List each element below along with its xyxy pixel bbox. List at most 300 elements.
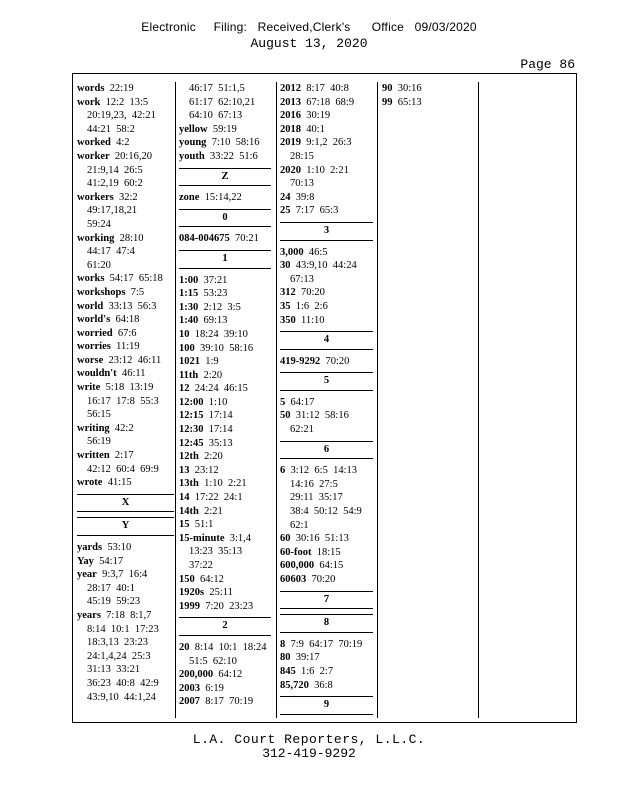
index-refs-continued: 20:19,23, 42:21 [87, 110, 156, 122]
index-word: 200,000 [179, 669, 214, 681]
index-word: 13 [179, 464, 190, 476]
index-entry [179, 682, 271, 696]
index-refs-continued: 70:13 [290, 178, 314, 190]
index-word: 150 [179, 573, 195, 585]
index-entry [280, 82, 373, 96]
index-entry [280, 314, 373, 328]
index-entry [179, 668, 271, 682]
index-refs-continued: 24:1,4,24 25:3 [87, 650, 151, 662]
index-word: 2007 [179, 696, 200, 708]
index-entry [179, 437, 271, 451]
column-divider [175, 82, 176, 718]
index-refs: 30:16 [397, 83, 422, 94]
index-refs-continued: 8:14 10:1 17:23 [87, 623, 159, 635]
index-entry [77, 300, 174, 314]
index-word: 25 [280, 205, 291, 217]
section-header: 8 [280, 614, 373, 633]
index-word: 30 [280, 260, 291, 272]
index-word: 12:45 [179, 437, 204, 449]
index-word: youth [179, 150, 205, 162]
index-word: 312 [280, 287, 296, 299]
index-column-4 [382, 82, 476, 718]
index-entry [280, 204, 373, 218]
index-refs: 12:2 13:5 [105, 96, 149, 108]
index-refs-continued: 28:15 [290, 150, 314, 162]
index-refs-continued: 44:21 58:2 [87, 123, 135, 135]
index-word: 50 [280, 410, 291, 422]
index-entry [280, 573, 373, 587]
index-entry [280, 136, 373, 150]
index-refs-continued: 49:17,18,21 [87, 205, 138, 217]
index-refs: 39:8 [295, 191, 315, 203]
section-header: Z [179, 168, 271, 187]
index-word: working [77, 232, 115, 244]
index-word: write [77, 382, 101, 394]
index-word: 6 [280, 465, 286, 477]
index-column-3 [280, 82, 373, 718]
index-refs: 25:11 [209, 587, 233, 599]
index-word: 5 [280, 396, 286, 408]
transcript-date: August 13, 2020 [250, 36, 368, 51]
index-entry [382, 96, 476, 110]
index-refs: 5:18 13:19 [105, 382, 154, 394]
index-entry [179, 191, 271, 205]
index-entry [77, 150, 174, 164]
index-word: 1:00 [179, 274, 199, 286]
index-refs-continued: 21:9,14 26:5 [87, 164, 143, 176]
section-header: 4 [280, 331, 373, 350]
index-word: 1:30 [179, 301, 199, 313]
index-refs-continued: 31:13 33:21 [87, 664, 141, 676]
index-word: 12 [179, 383, 190, 395]
index-refs: 53:23 [203, 288, 228, 300]
index-refs: 8:14 10:1 18:24 [194, 641, 267, 653]
index-entry [77, 609, 174, 623]
index-word: wouldn't [77, 368, 117, 380]
index-word: 100 [179, 342, 195, 354]
index-refs-continued: 45:19 59:23 [87, 596, 141, 608]
index-refs: 7:9 64:17 70:19 [290, 638, 363, 650]
page-number: Page 86 [520, 57, 575, 72]
index-entry [179, 532, 271, 546]
index-refs: 7:18 8:1,7 [106, 609, 152, 621]
index-word: worries [77, 341, 111, 353]
index-word: 20 [179, 641, 190, 653]
index-entry [179, 136, 271, 150]
index-entry [77, 136, 174, 150]
index-word: zone [179, 192, 200, 204]
index-entry [179, 396, 271, 410]
index-refs: 1:10 2:21 [306, 164, 349, 176]
index-refs: 1:6 2:6 [295, 300, 328, 312]
index-refs-continued: 61:20 [87, 259, 111, 271]
index-word: 1:15 [179, 288, 199, 300]
index-column-2 [179, 82, 271, 718]
index-refs: 46:11 [121, 368, 146, 380]
index-entry [77, 568, 174, 582]
index-entry [280, 355, 373, 369]
section-header: 6 [280, 441, 373, 460]
index-word: 35 [280, 300, 291, 312]
index-refs: 35:13 [208, 437, 233, 449]
index-word: 80 [280, 652, 291, 664]
index-word: 24 [280, 191, 291, 203]
index-refs-continued: 18:3,13 23:23 [87, 637, 148, 649]
index-word: young [179, 137, 207, 149]
index-refs: 65:13 [397, 96, 422, 108]
index-refs: 17:22 24:1 [194, 492, 243, 504]
index-refs: 11:10 [301, 314, 325, 326]
index-refs: 8:17 40:8 [306, 83, 349, 94]
index-entry [179, 274, 271, 288]
index-entry [280, 123, 373, 137]
index-refs-continued: 29:11 35:17 [290, 492, 343, 504]
index-entry [179, 342, 271, 356]
index-refs-continued: 67:13 [290, 273, 314, 285]
index-entry [77, 286, 174, 300]
section-header: 7 [280, 591, 373, 610]
index-entry [77, 340, 174, 354]
index-refs: 40:1 [306, 123, 325, 135]
index-word: 2013 [280, 96, 301, 108]
index-entry [179, 314, 271, 328]
reporter-name: L.A. Court Reporters, L.L.C. [192, 732, 426, 747]
index-word: year [77, 569, 97, 581]
index-word: worried [77, 327, 113, 339]
index-refs: 7:17 65:3 [295, 205, 339, 217]
index-word: 2016 [280, 110, 301, 122]
index-word: worse [77, 354, 104, 366]
index-entry [280, 300, 373, 314]
index-entry [179, 586, 271, 600]
index-refs: 70:20 [325, 355, 350, 367]
index-entry [179, 518, 271, 532]
index-entry [280, 396, 373, 410]
index-word: 14 [179, 492, 190, 504]
index-entry [77, 272, 174, 286]
index-entry [179, 641, 271, 655]
index-entry [77, 381, 174, 395]
index-refs: 6:19 [205, 682, 224, 694]
index-word: 600,000 [280, 560, 315, 572]
index-refs-continued: 36:23 40:8 42:9 [87, 677, 159, 689]
index-refs: 1:9 [205, 356, 219, 368]
index-entry [77, 191, 174, 205]
index-refs-continued: 62:1 [290, 519, 309, 531]
index-word: 99 [382, 96, 393, 108]
index-refs: 70:20 [301, 287, 325, 299]
index-refs-continued: 28:17 40:1 [87, 582, 135, 594]
index-word: 90 [382, 83, 393, 94]
index-refs: 64:15 [319, 560, 344, 572]
index-word: 1:40 [179, 315, 199, 327]
index-refs: 18:15 [316, 546, 341, 558]
index-entry [77, 327, 174, 341]
index-entry [77, 476, 174, 490]
index-entry [179, 328, 271, 342]
index-refs-continued: 59:24 [87, 218, 111, 230]
index-refs: 59:19 [212, 123, 237, 135]
index-entry [280, 638, 373, 652]
index-entry [77, 82, 174, 96]
index-refs: 2:20 [204, 451, 223, 463]
index-entry [280, 96, 373, 110]
index-word: 60-foot [280, 546, 312, 558]
index-refs-continued: 37:22 [189, 560, 213, 571]
index-refs-continued: 64:10 67:13 [189, 110, 243, 122]
index-word: world's [77, 314, 111, 326]
index-word: yellow [179, 123, 208, 135]
index-word: 13th [179, 478, 199, 490]
index-refs-continued: 56:15 [87, 409, 111, 421]
index-entry [77, 232, 174, 246]
index-entry [280, 532, 373, 546]
index-refs: 67:6 [117, 327, 137, 339]
index-word: 2019 [280, 137, 301, 149]
index-entry [179, 301, 271, 315]
index-entry [179, 409, 271, 423]
index-refs: 33:13 56:3 [108, 300, 157, 312]
index-refs-continued: 38:4 50:12 54:9 [290, 506, 362, 518]
index-word: 60 [280, 533, 291, 545]
column-divider [276, 82, 277, 718]
index-word: 12:30 [179, 424, 204, 436]
index-entry [179, 382, 271, 396]
index-entry [382, 82, 476, 96]
index-entry [179, 369, 271, 383]
index-entry [77, 313, 174, 327]
index-refs: 70:20 [311, 574, 336, 585]
index-refs: 64:17 [290, 396, 315, 408]
index-word: workshops [77, 286, 126, 298]
index-refs: 67:18 68:9 [306, 96, 355, 108]
column-divider [377, 82, 378, 718]
index-refs: 4:2 [116, 137, 130, 149]
index-refs: 42:2 [114, 422, 134, 434]
index-word: years [77, 609, 101, 621]
index-refs: 1:6 2:7 [301, 665, 334, 677]
index-entry [179, 464, 271, 478]
index-word: 2018 [280, 123, 301, 135]
index-word: 12:00 [179, 396, 204, 408]
index-refs: 39:10 58:16 [200, 342, 254, 354]
index-entry [280, 286, 373, 300]
index-refs: 64:12 [218, 669, 243, 681]
index-refs: 24:24 46:15 [194, 383, 248, 395]
index-refs: 9:1,2 26:3 [306, 137, 352, 149]
index-word: work [77, 96, 101, 108]
index-entry [280, 164, 373, 178]
index-refs: 23:12 46:11 [108, 354, 162, 366]
index-refs: 30:16 51:13 [295, 533, 349, 545]
index-entry [77, 354, 174, 368]
index-word: workers [77, 191, 114, 203]
index-refs: 23:12 [194, 464, 219, 476]
index-refs: 9:3,7 16:4 [102, 569, 148, 581]
index-word: 419-9292 [280, 355, 321, 367]
index-refs: 15:14,22 [204, 192, 242, 204]
index-refs: 33:22 51:6 [209, 150, 258, 162]
index-entry [179, 505, 271, 519]
index-entry [179, 450, 271, 464]
index-entry [280, 559, 373, 573]
index-entry [77, 422, 174, 436]
index-refs-continued: 14:16 27:5 [290, 478, 338, 490]
index-refs-continued: 13:23 35:13 [189, 546, 243, 558]
index-entry [280, 679, 373, 693]
index-entry [77, 367, 174, 381]
index-entry [179, 232, 271, 246]
section-header: 3 [280, 222, 373, 241]
index-word: 85,720 [280, 679, 309, 691]
index-word: 350 [280, 314, 296, 326]
index-entry [280, 546, 373, 560]
index-refs-continued: 56:19 [87, 436, 111, 448]
section-header: Y [77, 517, 174, 536]
index-refs: 20:16,20 [114, 150, 152, 162]
index-refs-continued: 42:12 60:4 69:9 [87, 463, 159, 475]
index-entry [179, 477, 271, 491]
index-word: 2020 [280, 164, 301, 176]
index-word: Yay [77, 555, 94, 567]
index-entry [179, 600, 271, 614]
index-refs: 8:17 70:19 [205, 696, 254, 708]
index-refs: 18:24 39:10 [194, 328, 248, 340]
index-word: words [77, 83, 105, 94]
index-refs: 2:20 [203, 369, 223, 381]
index-refs: 1:10 [208, 396, 228, 408]
index-word: 084-004675 [179, 233, 230, 245]
index-refs: 30:19 [306, 110, 331, 122]
index-refs: 17:14 [208, 424, 233, 436]
index-word: 60603 [280, 574, 307, 585]
index-refs: 1:10 2:21 [204, 478, 247, 490]
index-refs-continued: 16:17 17:8 55:3 [87, 395, 159, 407]
index-word: writing [77, 422, 110, 434]
index-refs: 53:10 [107, 542, 132, 553]
section-header: 5 [280, 372, 373, 391]
section-header: 2 [179, 617, 271, 636]
index-word: 845 [280, 665, 296, 677]
index-column-1 [77, 82, 174, 718]
index-entry [280, 665, 373, 679]
section-header: 0 [179, 209, 271, 228]
column-divider [478, 82, 479, 718]
index-refs: 51:1 [194, 519, 214, 531]
index-refs: 46:5 [308, 246, 328, 258]
index-word: world [77, 300, 104, 312]
index-refs: 2:12 3:5 [203, 301, 241, 313]
index-refs: 2:17 [114, 450, 134, 462]
index-entry [280, 464, 373, 478]
index-word: 15 [179, 519, 190, 531]
index-refs-continued: 51:5 62:10 [189, 655, 237, 667]
index-entry [280, 259, 373, 273]
index-refs: 43:9,10 44:24 [295, 260, 357, 272]
index-refs: 7:10 58:16 [211, 137, 260, 149]
index-word: yards [77, 542, 103, 553]
index-word: 10 [179, 328, 190, 340]
index-frame [72, 73, 577, 723]
index-refs: 11:19 [116, 341, 140, 353]
index-refs: 28:10 [119, 232, 144, 244]
index-word: 1021 [179, 356, 200, 368]
index-refs-continued: 41:2,19 60:2 [87, 178, 143, 190]
index-refs: 7:20 23:23 [205, 600, 254, 612]
index-refs: 54:17 [99, 555, 124, 567]
index-entry [77, 541, 174, 555]
index-word: 1920s [179, 587, 205, 599]
index-entry [179, 287, 271, 301]
index-refs: 37:21 [203, 274, 228, 286]
index-word: works [77, 273, 105, 285]
index-refs: 41:15 [107, 477, 132, 489]
reporter-phone: 312-419-9292 [262, 746, 356, 761]
index-entry [179, 423, 271, 437]
index-refs-continued: 61:17 62:10,21 [189, 96, 256, 108]
index-refs: 64:12 [200, 573, 224, 585]
index-entry [280, 409, 373, 423]
index-refs: 2:21 [204, 505, 223, 517]
index-refs: 3:12 6:5 14:13 [290, 465, 358, 477]
index-word: 8 [280, 638, 286, 650]
index-refs: 31:12 58:16 [295, 410, 349, 422]
index-refs: 36:8 [314, 679, 333, 691]
index-refs: 7:5 [130, 286, 145, 298]
index-entry [179, 573, 271, 587]
index-refs: 70:21 [235, 233, 259, 245]
index-entry [179, 123, 271, 137]
index-word: 14th [179, 505, 199, 517]
index-refs: 3:1,4 [229, 532, 252, 544]
index-refs: 39:17 [295, 652, 320, 664]
index-entry [77, 555, 174, 569]
section-header: 9 [280, 696, 373, 715]
index-entry [179, 150, 271, 164]
index-refs-continued: 46:17 51:1,5 [189, 83, 245, 94]
filing-stamp: Electronic Filing: Received,Clerk's Office 09/03/2020 [141, 20, 477, 34]
index-entry [280, 191, 373, 205]
index-refs-continued: 43:9,10 44:1,24 [87, 691, 156, 703]
index-entry [280, 651, 373, 665]
index-refs: 69:13 [203, 315, 228, 327]
index-word: 11th [179, 369, 199, 381]
index-entry [280, 109, 373, 123]
index-word: 2012 [280, 83, 301, 94]
index-word: worker [77, 150, 110, 162]
section-header: 1 [179, 250, 271, 269]
index-word: 1999 [179, 600, 200, 612]
index-entry [280, 246, 373, 260]
index-refs-continued: 44:17 47:4 [87, 246, 135, 258]
index-entry [179, 491, 271, 505]
index-word: wrote [77, 477, 103, 489]
index-word: written [77, 450, 110, 462]
index-word: worked [77, 137, 111, 149]
index-word: 12th [179, 451, 199, 463]
index-refs-continued: 62:21 [290, 424, 314, 436]
index-entry [179, 355, 271, 369]
index-word: 2003 [179, 682, 200, 694]
index-refs: 32:2 [119, 191, 138, 203]
index-refs: 64:18 [115, 314, 140, 326]
index-entry [77, 96, 174, 110]
index-refs: 22:19 [109, 83, 134, 94]
index-word: 12:15 [179, 410, 204, 422]
index-entry [179, 695, 271, 709]
index-entry [77, 449, 174, 463]
index-refs: 17:14 [208, 410, 233, 422]
